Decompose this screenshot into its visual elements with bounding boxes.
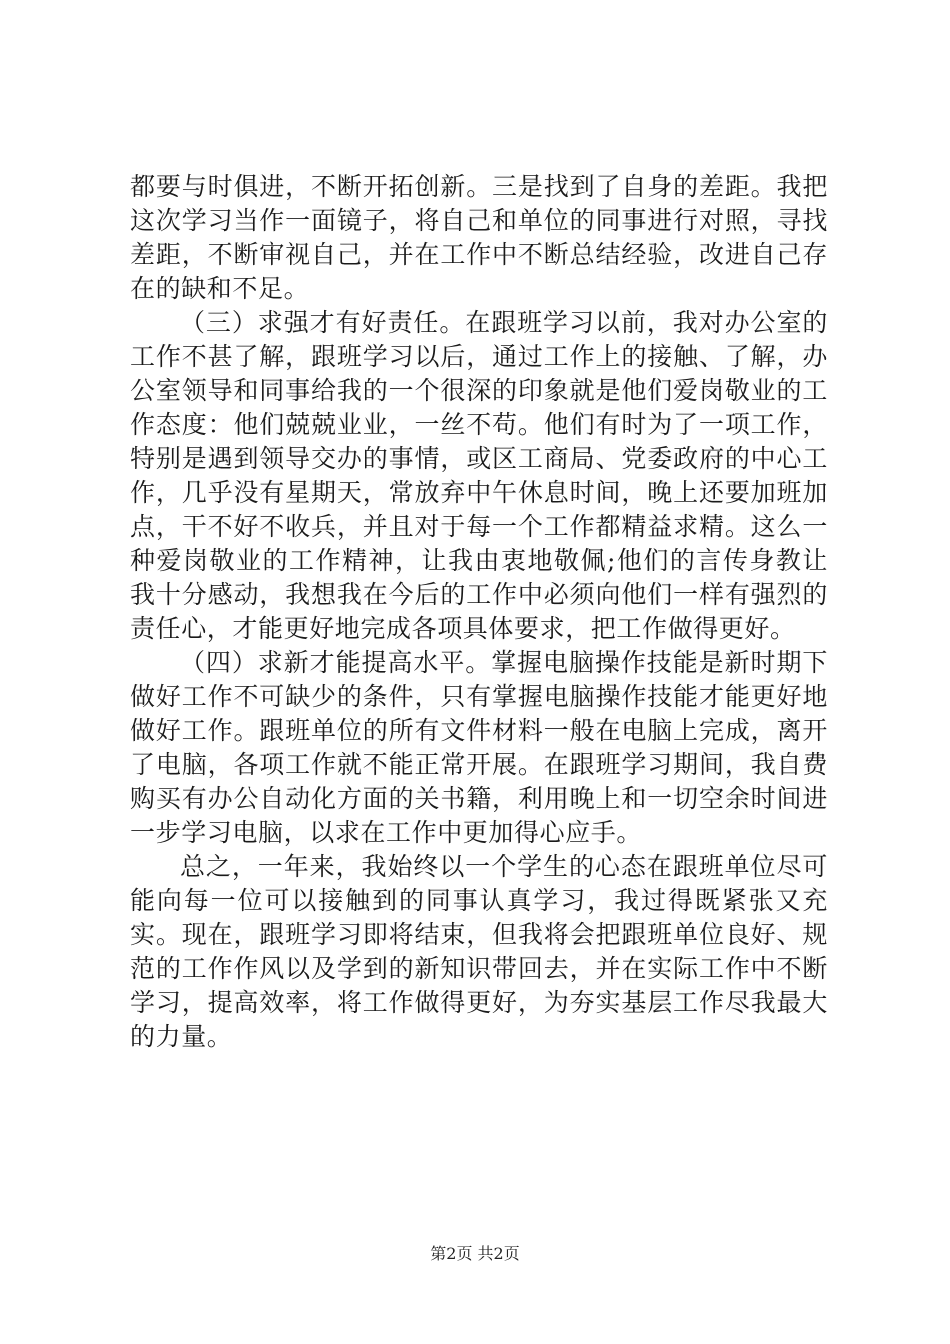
paragraph-conclusion: 总之，一年来，我始终以一个学生的心态在跟班单位尽可能向每一位可以接触到的同事认真学习，我过得既紧张又充实。现在，跟班学习即将结束，但我将会把跟班单位良好、规范的工作作风以及学到的新知识带回去，并在实际工作中不断学习，提高效率，将工作做得更好，为夯实基层工作尽我最大的力量。 (130, 852, 828, 1051)
paragraph-section-four: （四）求新才能提高水平。掌握电脑操作技能是新时期下做好工作不可缺少的条件，只有掌握电脑操作技能才能更好地做好工作。跟班单位的所有文件材料一般在电脑上完成，离开了电脑，各项工作就不能正常开展。在跟班学习期间，我自费购买有办公自动化方面的关书籍，利用晚上和一切空余时间进一步学习电脑，以求在工作中更加得心应手。 (130, 648, 828, 847)
document-body (130, 170, 828, 1054)
paragraph-continuation: 都要与时俱进，不断开拓创新。三是找到了自身的差距。我把这次学习当作一面镜子，将自己和单位的同事进行对照，寻找差距，不断审视自己，并在工作中不断总结经验，改进自己存在的缺和不足。 (130, 172, 828, 303)
paragraph-section-three: （三）求强才有好责任。在跟班学习以前，我对办公室的工作不甚了解，跟班学习以后，通过工作上的接触、了解，办公室领导和同事给我的一个很深的印象就是他们爱岗敬业的工作态度：他们兢兢业业，一丝不苟。他们有时为了一项工作，特别是遇到领导交办的事情，或区工商局、党委政府的中心工作，几乎没有星期天，常放弃中午休息时间，晚上还要加班加点，干不好不收兵，并且对于每一个工作都精益求精。这么一种爱岗敬业的工作精神，让我由衷地敬佩;他们的言传身教让我十分感动，我想我在今后的工作中必须向他们一样有强烈的责任心，才能更好地完成各项具体要求，把工作做得更好。 (130, 308, 828, 643)
page-number-footer: 第2页 共2页 (430, 1244, 520, 1263)
